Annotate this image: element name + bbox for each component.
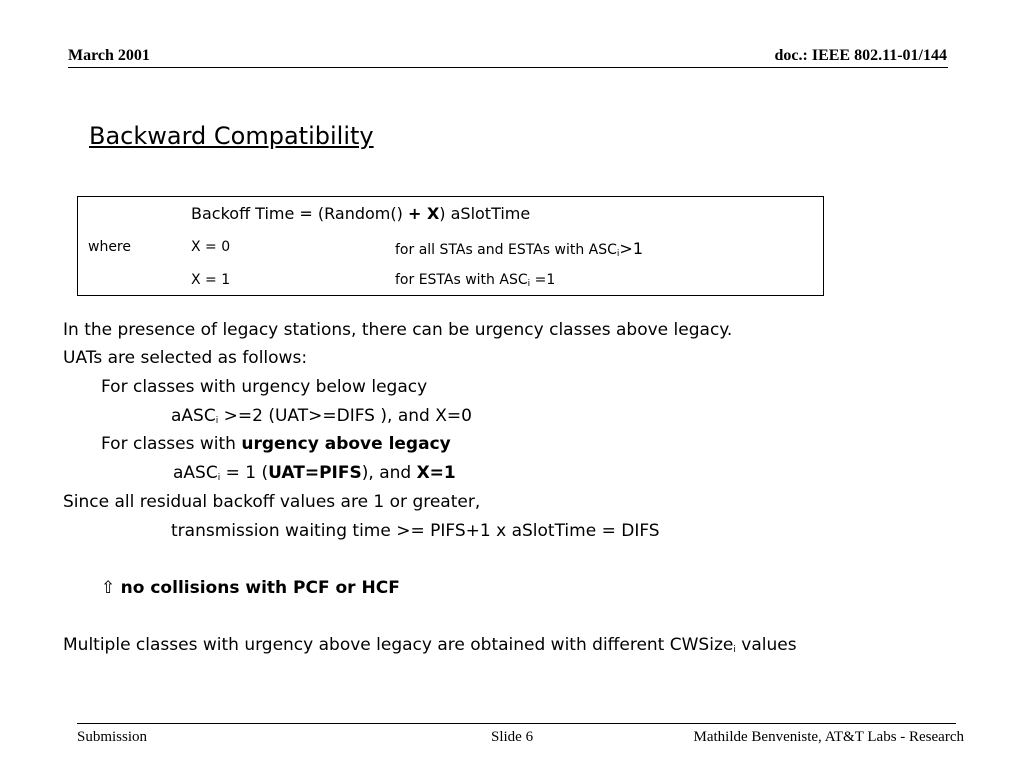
rule-text: >=2 (UAT>=DIFS ), and X=0 xyxy=(218,406,472,426)
body-line-multiple-classes xyxy=(63,635,797,655)
above-legacy-bold: urgency above legacy xyxy=(241,434,451,454)
formula-text: Backoff Time = (Random() xyxy=(191,204,408,223)
header-doc-ref: doc.: IEEE 802.11-01/144 xyxy=(774,47,947,64)
x0-definition: X = 0 xyxy=(191,239,231,255)
rule-text-2: ), and xyxy=(361,463,417,483)
body-line-residual-backoff: Since all residual backoff values are 1 or greater, xyxy=(63,492,481,512)
multiple-classes-end: values xyxy=(735,635,797,655)
where-label: where xyxy=(88,239,131,255)
formula-bold-term: + X xyxy=(407,204,440,223)
header-rule xyxy=(68,67,948,68)
asc-sub: i xyxy=(217,473,221,483)
body-line-above-legacy-rule xyxy=(173,463,456,483)
x0-desc: for all STAs and ESTAs with ASC xyxy=(395,242,617,258)
asc-sub: i xyxy=(215,416,219,426)
footer-author: Mathilde Benveniste, AT&T Labs - Research xyxy=(693,729,964,745)
footer-slide-number: Slide 6 xyxy=(491,729,534,745)
slide-title: Backward Compatibility xyxy=(89,122,374,150)
formula-box xyxy=(77,196,824,296)
body-line-no-collisions xyxy=(101,578,400,598)
asc-text: aASC xyxy=(171,406,216,426)
rule-text: = 1 ( xyxy=(220,463,269,483)
body-line-waiting-time: transmission waiting time >= PIFS+1 x aSlotTime = DIFS xyxy=(171,521,660,541)
uat-pifs-bold: UAT=PIFS xyxy=(268,463,362,483)
header-date: March 2001 xyxy=(68,47,150,64)
cwsize-sub: i xyxy=(733,645,736,655)
x1-desc: for ESTAs with ASC xyxy=(395,272,528,288)
body-line-legacy-presence: In the presence of legacy stations, there can be urgency classes above legacy. xyxy=(63,320,733,340)
no-collisions-bold: no collisions with PCF or HCF xyxy=(120,578,400,598)
x0-sub: i xyxy=(616,249,620,259)
footer-rule xyxy=(77,723,956,724)
body-line-above-legacy xyxy=(101,434,451,454)
formula-text-end: ) aSlotTime xyxy=(439,204,531,223)
x0-condition xyxy=(395,239,643,258)
x1-definition: X = 1 xyxy=(191,272,231,288)
body-line-below-legacy: For classes with urgency below legacy xyxy=(101,377,428,397)
multiple-classes-text: Multiple classes with urgency above legacy are obtained with different CWSize xyxy=(63,635,734,655)
x1-condition xyxy=(395,272,555,288)
x0-cond: >1 xyxy=(619,239,643,258)
backoff-formula xyxy=(191,204,530,223)
x1-cond: =1 xyxy=(530,272,556,288)
body-line-uat-selection: UATs are selected as follows: xyxy=(63,348,308,368)
above-legacy-text: For classes with xyxy=(101,434,242,454)
body-line-below-legacy-rule xyxy=(171,406,472,426)
up-arrow-icon: ⇧ xyxy=(101,578,116,598)
asc-text: aASC xyxy=(173,463,218,483)
footer-submission: Submission xyxy=(77,729,148,745)
x1-sub: i xyxy=(527,279,531,289)
x1-bold: X=1 xyxy=(416,463,456,483)
